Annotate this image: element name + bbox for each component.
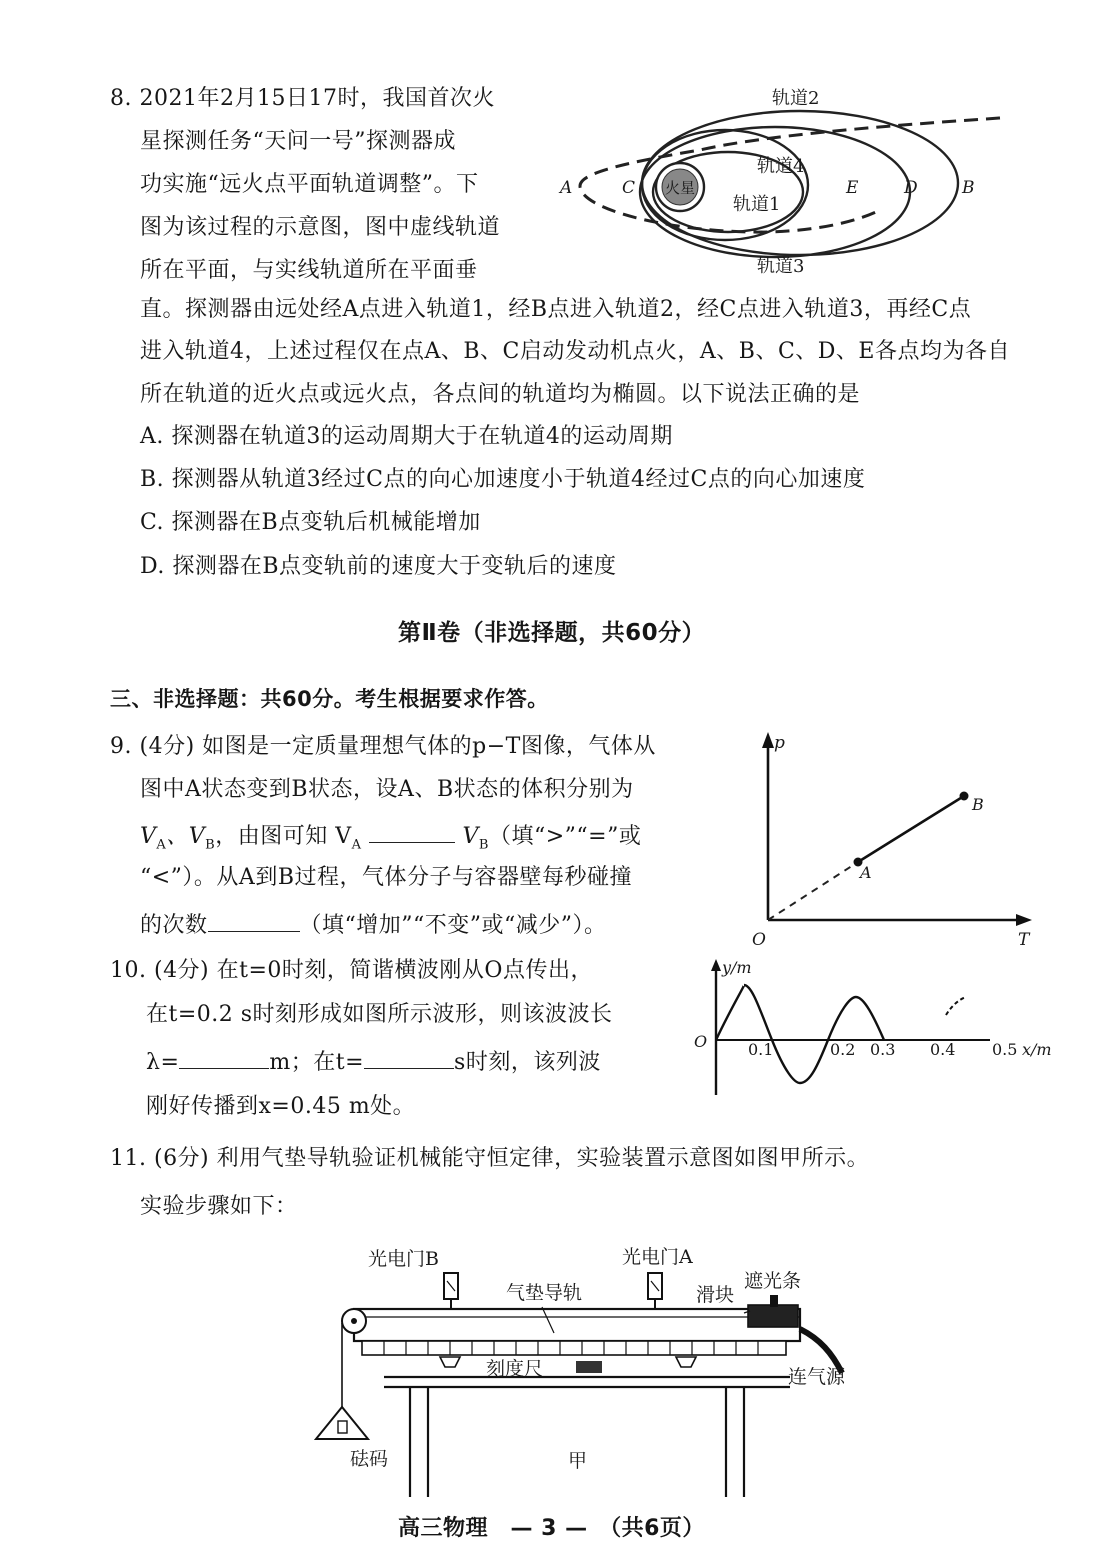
weight-block — [338, 1421, 347, 1433]
q8-line-5: 所在平面，与实线轨道所在平面垂 — [140, 258, 478, 283]
q11-line-2: 实验步骤如下： — [140, 1194, 298, 1219]
q8-option-c: C. 探测器在B点变轨后机械能增加 — [140, 510, 481, 535]
q10-line-2: 在t=0.2 s时刻形成如图所示波形，则该波波长 — [146, 1002, 613, 1027]
wave-origin: O — [694, 1032, 708, 1051]
q9-line-4: “<”）。从A到B过程，气体分子与容器壁每秒碰撞 — [140, 865, 632, 890]
shade-strip — [770, 1295, 778, 1307]
tick-0-5: 0.5 — [992, 1040, 1018, 1059]
q8-line-4: 图为该过程的示意图，图中虚线轨道 — [140, 215, 501, 240]
air-track-apparatus — [310, 1235, 870, 1495]
tick-0-3: 0.3 — [870, 1040, 896, 1059]
gate-a-label: 光电门A — [622, 1246, 693, 1268]
state-a-label: A — [860, 863, 872, 882]
q10-line-1: 10. (4分) 在t=0时刻，简谐横波刚从O点传出， — [110, 958, 593, 983]
q9-blank-1[interactable] — [369, 822, 455, 843]
orbit-2-label: 轨道2 — [772, 88, 820, 109]
scale-label: 刻度尺 — [486, 1358, 544, 1380]
state-b-point — [960, 792, 969, 801]
q8-line-1: 8. 2021年2月15日17时，我国首次火 — [110, 86, 495, 111]
q8-option-a: A. 探测器在轨道3的运动周期大于在轨道4的运动周期 — [140, 424, 673, 449]
q8-option-d: D. 探测器在B点变轨前的速度大于变轨后的速度 — [140, 554, 617, 579]
scale-ruler — [362, 1341, 786, 1355]
t-axis-label: T — [1018, 930, 1030, 950]
wave-x-label: x/m — [1022, 1040, 1052, 1059]
point-e-label: E — [846, 178, 859, 198]
point-d-label: D — [904, 178, 918, 198]
q8-line-2: 星探测任务“天问一号”探测器成 — [140, 129, 456, 154]
section-intro: 三、非选择题：共60分。考生根据要求作答。 — [110, 687, 549, 711]
q9-line-2: 图中A状态变到B状态，设A、B状态的体积分别为 — [140, 777, 634, 802]
q10-blank-2[interactable] — [364, 1048, 454, 1069]
wave-graph — [690, 955, 1060, 1100]
q10-line-4: 刚好传播到x=0.45 m处。 — [146, 1094, 416, 1119]
rail-label: 气垫导轨 — [506, 1282, 583, 1304]
q9-blank-2[interactable] — [208, 911, 300, 932]
orbit-3-label: 轨道3 — [757, 256, 805, 277]
wave-front — [946, 997, 966, 1015]
wave-curve — [716, 985, 884, 1083]
q10-line-3: λ= m；在t= s时刻，该列波 — [146, 1050, 601, 1075]
q8-line-3: 功实施“远火点平面轨道调整”。下 — [140, 172, 479, 197]
point-a-label: A — [560, 178, 573, 198]
tick-0-4: 0.4 — [930, 1040, 956, 1059]
q9-line-5: 的次数 （填“增加”“不变”或“减少”）。 — [140, 913, 607, 938]
slider-label: 滑块 — [696, 1284, 735, 1306]
air-rail — [354, 1309, 800, 1341]
pt-graph — [740, 730, 1040, 950]
gate-b-label: 光电门B — [368, 1248, 439, 1270]
q9-line-1: 9. (4分) 如图是一定质量理想气体的p−T图像，气体从 — [110, 734, 656, 759]
wave-y-label: y/m — [722, 958, 752, 977]
q10-blank-1[interactable] — [179, 1048, 269, 1069]
section-title: 第Ⅱ卷（非选择题，共60分） — [398, 620, 706, 646]
point-b-label: B — [962, 178, 975, 198]
q8-option-b: B. 探测器从轨道3经过C点的向心加速度小于轨道4经过C点的向心加速度 — [140, 467, 866, 492]
point-c-label: C — [622, 178, 636, 198]
q8-line-7: 进入轨道4，上述过程仅在点A、B、C启动发动机点火，A、B、C、D、E各点均为各自 — [140, 339, 1010, 364]
weight-label: 砝码 — [350, 1448, 389, 1470]
tick-0-1: 0.1 — [748, 1040, 774, 1059]
state-b-label: B — [972, 795, 984, 814]
orbit-diagram — [550, 80, 1010, 280]
page-footer: 高三物理 — 3 — （共6页） — [398, 1516, 705, 1541]
figure-caption: 甲 — [568, 1450, 588, 1472]
mars-label: 火星 — [664, 179, 696, 197]
orbit-1-label: 轨道1 — [733, 194, 781, 215]
tick-0-2: 0.2 — [830, 1040, 856, 1059]
q11-line-1: 11. (6分) 利用气垫导轨验证机械能守恒定律，实验装置示意图如图甲所示。 — [110, 1146, 870, 1171]
q8-line-6: 直。探测器由远处经A点进入轨道1，经B点进入轨道2，经C点进入轨道3，再经C点 — [140, 297, 972, 322]
orbit-4-label: 轨道4 — [757, 156, 805, 177]
slider — [748, 1305, 798, 1327]
q9-line-3: $V_A$、$V_B$，由图可知 $V_A$ $V_B$（填“>”“=”或 — [140, 824, 642, 853]
q8-line-8: 所在轨道的近火点或远火点，各点间的轨道均为椭圆。以下说法正确的是 — [140, 382, 861, 407]
origin-label: O — [752, 930, 766, 950]
air-source-label: 连气源 — [788, 1366, 846, 1388]
shade-label: 遮光条 — [744, 1270, 802, 1292]
p-axis-label: p — [774, 733, 785, 753]
